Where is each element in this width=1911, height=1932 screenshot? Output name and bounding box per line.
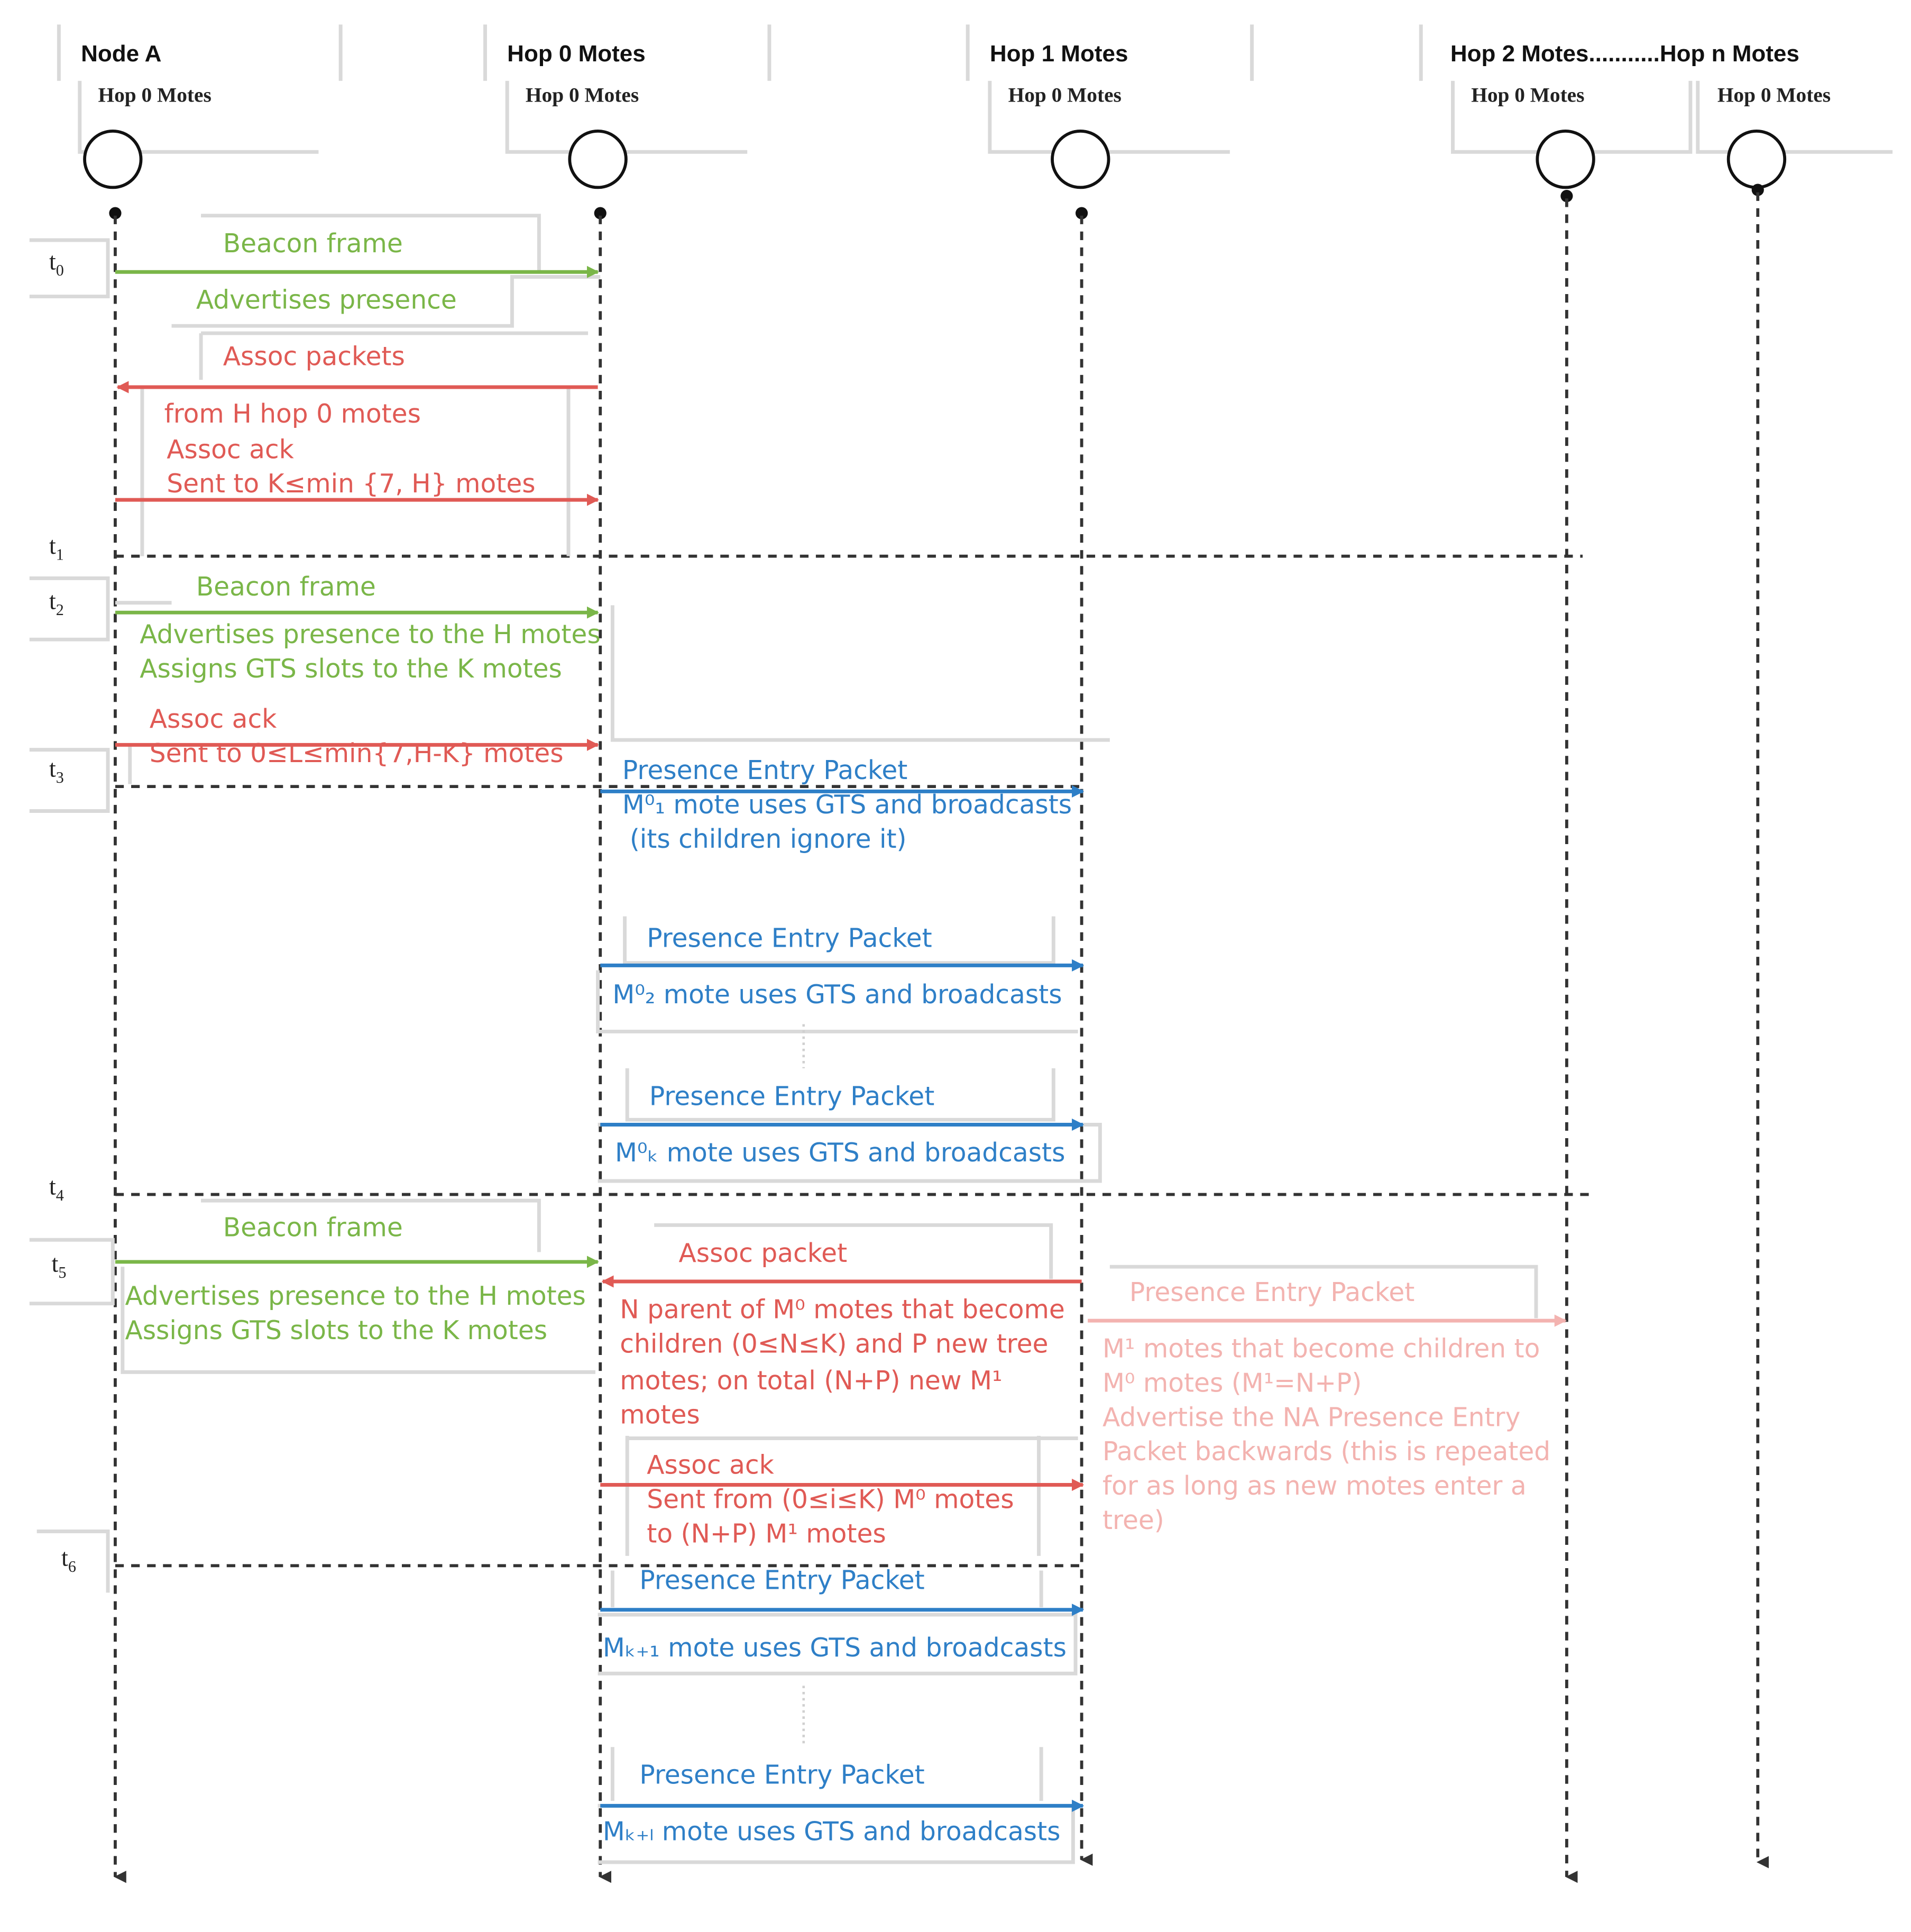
msg-assoc-ack-1: Assoc ack <box>167 435 294 465</box>
msg-assigns-gts-1: Assigns GTS slots to the K motes <box>140 654 562 684</box>
time-label-t0: $t_0$ <box>49 248 64 280</box>
msg-sent-to-k: Sent to K≤min {7, H} motes <box>167 469 536 499</box>
msg-m1-children-4: Packet backwards (this is repeated <box>1102 1437 1551 1467</box>
lifeline-hop2-circle <box>1537 131 1594 188</box>
time-label-t2: $t_2$ <box>49 588 64 619</box>
lifeline-hop1-circle <box>1052 131 1109 188</box>
lifeline-title-node-a: Node A <box>81 40 162 67</box>
msg-children-ignore: (its children ignore it) <box>629 824 907 854</box>
lifeline-hopn-circle <box>1729 131 1785 188</box>
lifeline-title-hop1: Hop 1 Motes <box>989 40 1128 67</box>
msg-n-parent-3: motes; on total (N+P) new M¹ <box>620 1366 1003 1396</box>
msg-presence-entry-4: Presence Entry Packet <box>639 1565 925 1596</box>
msg-sent-to-l: Sent to 0≤L≤min{7,H-K} motes <box>149 738 564 768</box>
lifeline-subtitle-node-a: Hop 0 Motes <box>98 83 212 107</box>
msg-advertises-presence: Advertises presence <box>196 285 457 315</box>
time-label-t6: $t_6$ <box>61 1544 76 1576</box>
lifeline-subtitle-hop1: Hop 0 Motes <box>1008 83 1122 107</box>
msg-advertises-h-motes-2: Advertises presence to the H motes <box>125 1281 586 1311</box>
time-label-t3: $t_3$ <box>49 755 64 787</box>
msg-beacon-frame-2: Beacon frame <box>196 572 376 602</box>
msg-m1-children-2: M⁰ motes (M¹=N+P) <box>1102 1368 1362 1398</box>
msg-n-parent-2: children (0≤N≤K) and P new tree <box>620 1329 1049 1359</box>
msg-m1-children-1: M¹ motes that become children to <box>1102 1334 1540 1364</box>
msg-to-np-m1: to (N+P) M¹ motes <box>647 1519 886 1549</box>
lifeline-node-a-circle <box>85 131 141 188</box>
msg-assoc-ack-2: Assoc ack <box>149 704 277 734</box>
msg-assoc-ack-3: Assoc ack <box>647 1450 774 1480</box>
lifeline-title-hop2-n: Hop 2 Motes...........Hop n Motes <box>1450 40 1799 67</box>
lifeline-subtitle-hop2: Hop 0 Motes <box>1471 83 1585 107</box>
msg-assoc-packet: Assoc packet <box>678 1238 848 1268</box>
msg-mkl-broadcasts: Mₖ₊ₗ mote uses GTS and broadcasts <box>602 1817 1061 1847</box>
msg-m1-children-3: Advertise the NA Presence Entry <box>1102 1403 1521 1433</box>
msg-presence-entry-2: Presence Entry Packet <box>647 923 932 954</box>
msg-m01-broadcasts: M⁰₁ mote uses GTS and broadcasts <box>622 790 1072 820</box>
msg-m0k-broadcasts: M⁰ₖ mote uses GTS and broadcasts <box>615 1138 1065 1168</box>
msg-assigns-gts-2: Assigns GTS slots to the K motes <box>125 1315 548 1345</box>
time-label-t5: $t_5$ <box>51 1250 67 1282</box>
msg-n-parent-1: N parent of M⁰ motes that become <box>620 1295 1065 1325</box>
msg-presence-entry-3: Presence Entry Packet <box>649 1082 935 1112</box>
lifeline-subtitle-hopn: Hop 0 Motes <box>1717 83 1831 107</box>
msg-beacon-frame-3: Beacon frame <box>223 1213 403 1243</box>
msg-beacon-frame-1: Beacon frame <box>223 229 403 259</box>
lifeline-hop0-circle <box>569 131 626 188</box>
lifeline-title-hop0: Hop 0 Motes <box>507 40 646 67</box>
msg-n-parent-4: motes <box>620 1400 700 1430</box>
msg-presence-entry-5: Presence Entry Packet <box>639 1760 925 1790</box>
msg-presence-entry-1: Presence Entry Packet <box>622 756 908 786</box>
msg-presence-entry-faded: Presence Entry Packet <box>1129 1278 1415 1308</box>
lifeline-subtitle-hop0: Hop 0 Motes <box>525 83 639 107</box>
msg-mk1-broadcasts: Mₖ₊₁ mote uses GTS and broadcasts <box>602 1633 1067 1663</box>
time-label-t4: $t_4$ <box>49 1173 64 1205</box>
msg-from-h-hop0: from H hop 0 motes <box>164 399 421 429</box>
msg-m1-children-5: for as long as new motes enter a <box>1102 1471 1527 1501</box>
msg-advertises-h-motes-1: Advertises presence to the H motes <box>140 620 601 650</box>
msg-sent-from-i: Sent from (0≤i≤K) M⁰ motes <box>647 1485 1014 1515</box>
msg-m02-broadcasts: M⁰₂ mote uses GTS and broadcasts <box>612 980 1062 1010</box>
msg-m1-children-6: tree) <box>1102 1505 1164 1535</box>
time-label-t1: $t_1$ <box>49 533 64 564</box>
msg-assoc-packets: Assoc packets <box>223 342 405 372</box>
